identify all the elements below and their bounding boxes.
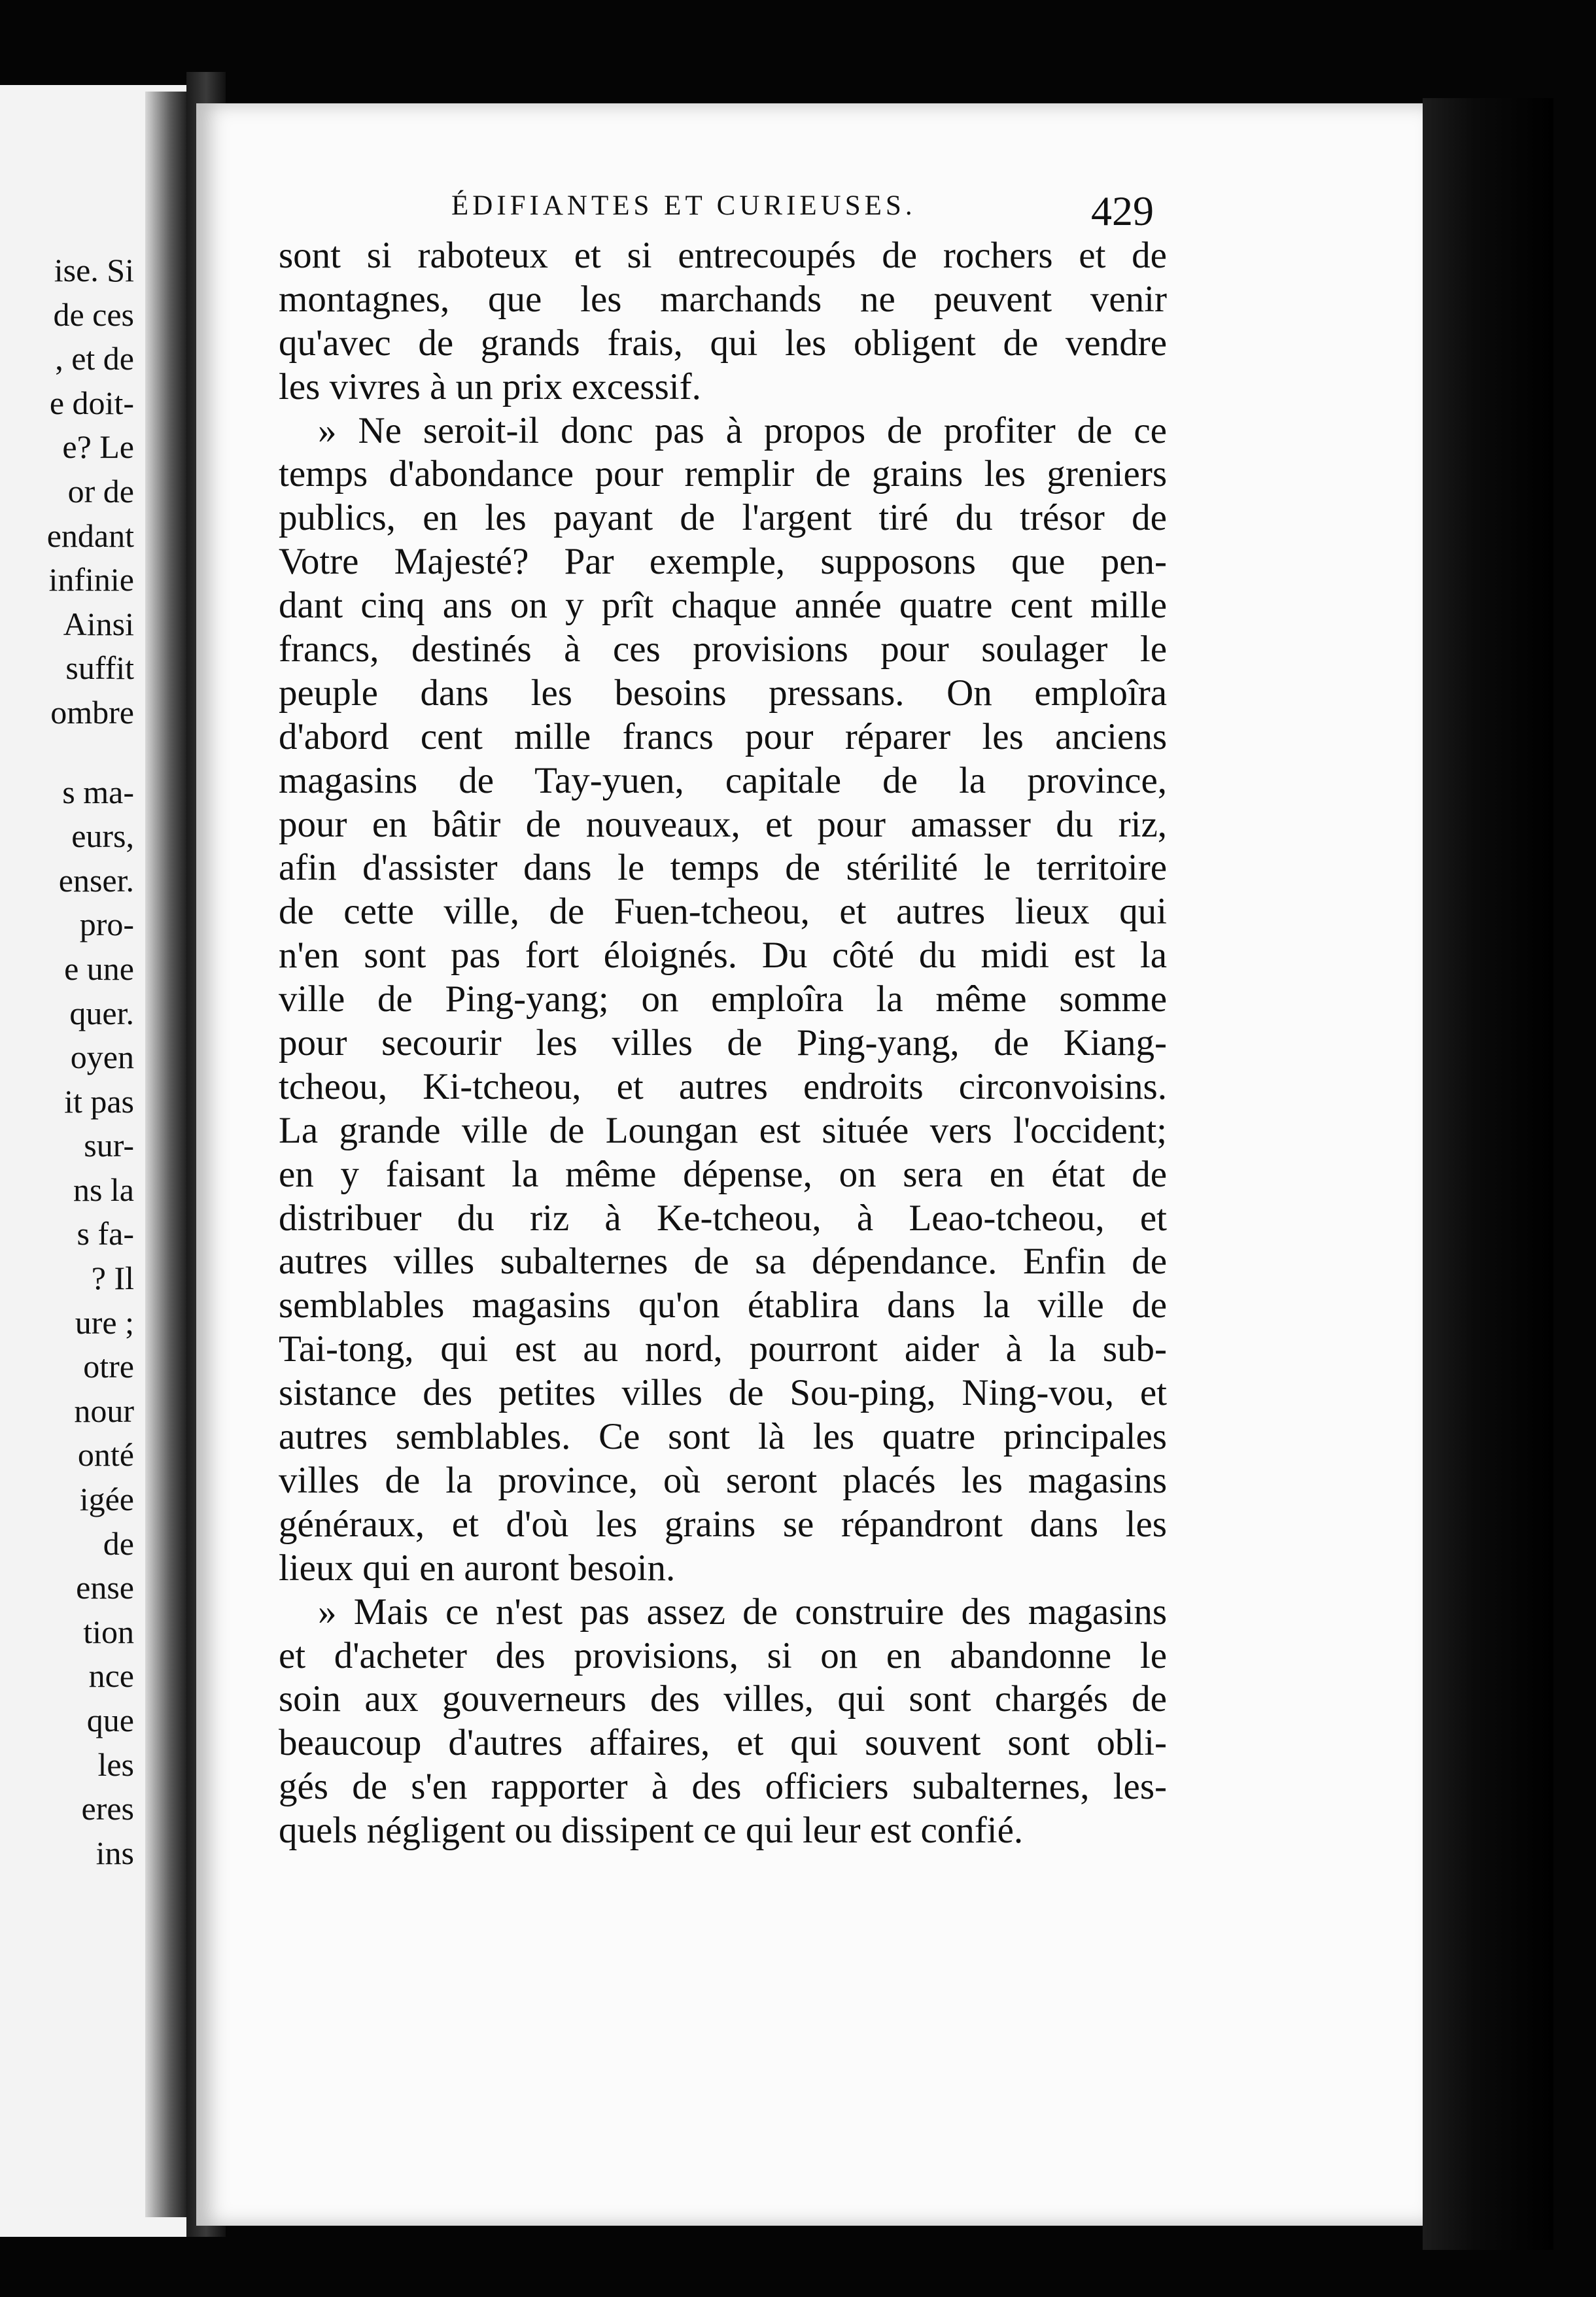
text-line: montagnes, que les marchands ne peuvent venir (279, 278, 1167, 320)
text-line: semblables magasins qu'on établira dans la ville de (279, 1285, 1167, 1326)
text-line: Tai-tong, qui est au nord, pourront aider à la sub- (279, 1328, 1167, 1370)
text-line: lieux qui en auront besoin. (279, 1547, 676, 1589)
text-line: tcheou, Ki-tcheou, et autres endroits circonvoisins. (279, 1065, 1167, 1107)
left-fragment-line: onté (77, 1436, 134, 1474)
running-head: ÉDIFIANTES ET CURIEUSES. (451, 190, 916, 221)
right-page-edge-shadow (1423, 98, 1553, 2250)
left-fragment-line: s ma- (62, 773, 134, 810)
left-page-gutter (145, 92, 191, 2217)
left-fragment-line: ombre (50, 693, 134, 731)
text-line: de cette ville, de Fuen-tcheou, et autres lieux qui (279, 891, 1167, 933)
left-fragment-line: it pas (64, 1082, 134, 1120)
left-fragment-line: oyen (70, 1039, 134, 1076)
left-fragment-line: s fa- (77, 1215, 134, 1252)
left-fragment-line: sur- (84, 1127, 134, 1164)
text-line: beaucoup d'autres affaires, et qui souvent sont obli- (279, 1722, 1167, 1764)
text-line: distribuer du riz à Ke-tcheou, à Leao-tcheou, et (279, 1197, 1167, 1239)
left-fragment-line: ? Il (91, 1260, 134, 1297)
text-line: dant cinq ans on y prît chaque année quatre cent mille (279, 585, 1167, 627)
paragraph (279, 234, 1167, 409)
text-line: pour secourir les villes de Ping-yang, de Kiang- (279, 1022, 1167, 1064)
text-line: pour en bâtir de nouveaux, et pour amasser du riz, (279, 803, 1167, 845)
text-line: sistance des petites villes de Sou-ping, Ning-vou, et (279, 1372, 1167, 1414)
left-fragment-line (0, 735, 134, 770)
text-line: afin d'assister dans le temps de stérilité le territoire (279, 847, 1167, 889)
text-line: peuple dans les besoins pressans. On emploîra (279, 672, 1167, 714)
text-line: en y faisant la même dépense, on sera en état de (279, 1153, 1167, 1195)
text-line: les vivres à un prix excessif. (279, 366, 701, 407)
text-line: villes de la province, où seront placés les magasins (279, 1459, 1167, 1501)
left-fragment-line: quer. (69, 994, 134, 1031)
left-fragment-line: ise. Si (54, 252, 134, 288)
text-line: ville de Ping-yang; on emploîra la même somme (279, 978, 1167, 1020)
left-fragment-line: endant (46, 517, 134, 554)
text-line: magasins de Tay-yuen, capitale de la province, (279, 759, 1167, 801)
left-fragment-line: enser. (58, 861, 134, 899)
left-fragment-line: suffit (65, 649, 134, 687)
left-fragment-line: ense (76, 1569, 134, 1606)
text-line: d'abord cent mille francs pour réparer les anciens (279, 716, 1167, 757)
paragraph (279, 1591, 1167, 1853)
text-line: qu'avec de grands frais, qui les obligent de vendre (279, 322, 1167, 364)
left-page-text-fragment (0, 249, 134, 1875)
left-fragment-line: infinie (48, 561, 134, 598)
left-fragment-line: nour (74, 1392, 134, 1429)
text-line: francs, destinés à ces provisions pour soulager le (279, 629, 1167, 670)
left-fragment-line: ure ; (75, 1304, 134, 1341)
left-fragment-line: igée (79, 1481, 134, 1518)
left-fragment-line: or de (67, 472, 134, 509)
text-line: quels négligent ou dissipent ce qui leur est confié. (279, 1810, 1024, 1852)
left-fragment-line: de ces (53, 296, 134, 333)
left-fragment-line: otre (83, 1348, 134, 1385)
left-fragment-line: les (97, 1746, 134, 1783)
left-fragment-line: eurs, (71, 818, 134, 855)
left-fragment-line: tion (83, 1613, 134, 1650)
left-fragment-line: e? Le (62, 428, 134, 466)
text-line: publics, en les payant de l'argent tiré du trésor de (279, 497, 1167, 539)
text-line: autres villes subalternes de sa dépendance. Enfin de (279, 1241, 1167, 1283)
text-line: gés de s'en rapporter à des officiers subalternes, les- (279, 1766, 1167, 1808)
paragraph (279, 409, 1167, 1591)
text-line: Votre Majesté? Par exemple, supposons que pen- (279, 541, 1167, 583)
left-fragment-line: ns la (73, 1171, 134, 1208)
page-number: 429 (1091, 188, 1154, 234)
text-line: sont si raboteux et si entrecoupés de rochers et de (279, 235, 1167, 276)
text-line: n'en sont pas fort éloignés. Du côté du midi est la (279, 935, 1167, 976)
body-text (279, 234, 1167, 1853)
text-line: » Ne seroit-il donc pas à propos de profiter de ce (318, 409, 1167, 451)
left-fragment-line: que (86, 1702, 134, 1738)
left-fragment-line: eres (81, 1790, 134, 1827)
left-fragment-line: nce (88, 1657, 134, 1695)
text-line: » Mais ce n'est pas assez de construire des magasins (318, 1591, 1167, 1632)
left-fragment-line: e une (64, 950, 134, 987)
left-fragment-line: ins (95, 1834, 134, 1871)
left-fragment-line: e doit- (49, 384, 134, 421)
text-line: et d'acheter des provisions, si on en abandonne le (279, 1634, 1167, 1676)
text-line: généraux, et d'où les grains se répandront dans les (279, 1503, 1167, 1545)
left-fragment-line: Ainsi (63, 605, 134, 642)
text-line: autres semblables. Ce sont là les quatre principales (279, 1416, 1167, 1458)
left-fragment-line: pro- (79, 906, 134, 943)
text-line: soin aux gouverneurs des villes, qui sont chargés de (279, 1678, 1167, 1720)
text-line: temps d'abondance pour remplir de grains les greniers (279, 453, 1167, 495)
text-line: La grande ville de Loungan est située vers l'occident; (279, 1109, 1167, 1151)
left-fragment-line: , et de (55, 340, 134, 377)
left-fragment-line: de (103, 1525, 134, 1562)
